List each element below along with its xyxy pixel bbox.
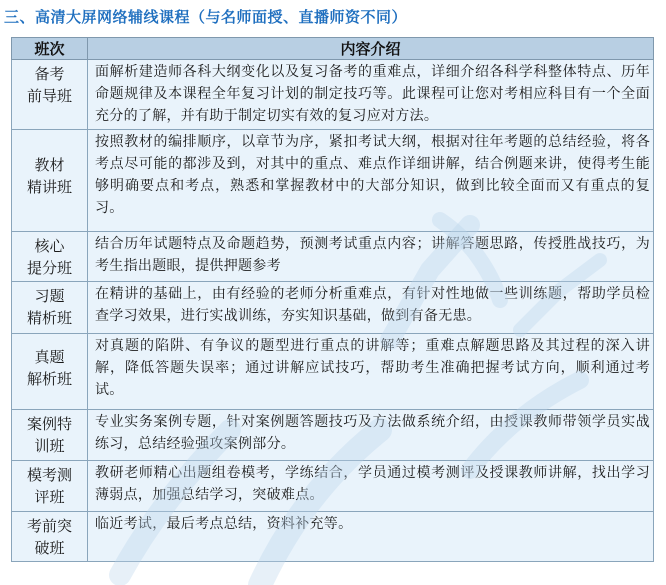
table-header-row [12, 38, 654, 60]
class-name-line2: 训班 [34, 437, 65, 455]
header-intro: 内容介绍 [88, 38, 654, 60]
description-cell: 在精讲的基础上，由有经验的老师分析重难点，有针对性地做一些训练题，帮助学员检查学习效果，进行实战训练，夯实知识基础，做到有备无患。 [88, 282, 654, 334]
class-name-line1: 真题 [34, 348, 65, 366]
class-name-line1: 核心 [34, 237, 65, 255]
class-name-line1: 案例特 [26, 415, 72, 433]
class-name-cell [12, 512, 88, 562]
description-cell: 面解析建造师各科大纲变化以及复习备考的重难点，详细介绍各科学科整体特点、历年命题规律及本课程全年复习计划的制定技巧等。此课程可让您对考相应科目有一个全面充分的了解，并有助于制定切实有效的复习应对方法。 [88, 60, 654, 130]
class-name-line2: 评班 [34, 488, 65, 506]
section-heading: 三、高清大屏网络辅线课程（与名师面授、直播师资不同） [4, 8, 408, 26]
class-name-cell [12, 334, 88, 410]
class-name-cell [12, 282, 88, 334]
class-name-line2: 解析班 [26, 370, 72, 388]
description-cell: 专业实务案例专题，针对案例题答题技巧及方法做系统介绍，由授课教师带领学员实战练习，总结经验强攻案例部分。 [88, 410, 654, 461]
class-name-line2: 破班 [34, 539, 65, 557]
class-name-line2: 精讲班 [26, 178, 72, 196]
table-row [12, 334, 654, 410]
table-row [12, 512, 654, 562]
header-class: 班次 [12, 38, 88, 60]
class-name-line1: 备考 [34, 65, 65, 83]
class-name-line2: 提分班 [26, 259, 72, 277]
description-cell: 对真题的陷阱、有争议的题型进行重点的讲解等；重难点解题思路及其过程的深入讲解，降低答题失误率；通过讲解应试技巧，帮助考生准确把握考试方向，顺利通过考试。 [88, 334, 654, 410]
table-row [12, 461, 654, 512]
description-cell: 教研老师精心出题组卷模考，学练结合，学员通过模考测评及授课教师讲解，找出学习薄弱点，加强总结学习，突破难点。 [88, 461, 654, 512]
class-name-line1: 考前突 [26, 517, 72, 535]
class-name-cell [12, 232, 88, 282]
table-row [12, 232, 654, 282]
description-cell: 临近考试，最后考点总结，资料补充等。 [88, 512, 654, 562]
course-table [11, 37, 654, 562]
table-row [12, 410, 654, 461]
class-name-line2: 精析班 [26, 309, 72, 327]
table-row [12, 282, 654, 334]
class-name-cell [12, 60, 88, 130]
description-cell: 按照教材的编排顺序，以章节为序，紧扣考试大纲，根据对往年考题的总结经验，将各考点尽可能的都涉及到，对其中的重点、难点作详细讲解，结合例题来讲，使得考生能够明确要点和考点，熟悉和掌握教材中的大部分知识，做到比较全面而又有重点的复习。 [88, 130, 654, 232]
class-name-line1: 习题 [34, 287, 65, 305]
class-name-cell [12, 130, 88, 232]
class-name-line1: 教材 [34, 156, 65, 174]
class-name-line2: 前导班 [26, 87, 72, 105]
table-row [12, 130, 654, 232]
class-name-cell [12, 410, 88, 461]
class-name-line1: 模考测 [26, 466, 72, 484]
table-row [12, 60, 654, 130]
course-table-container [11, 37, 653, 562]
class-name-cell [12, 461, 88, 512]
description-cell: 结合历年试题特点及命题趋势，预测考试重点内容；讲解答题思路，传授胜战技巧，为考生指出题眼，提供押题参考 [88, 232, 654, 282]
